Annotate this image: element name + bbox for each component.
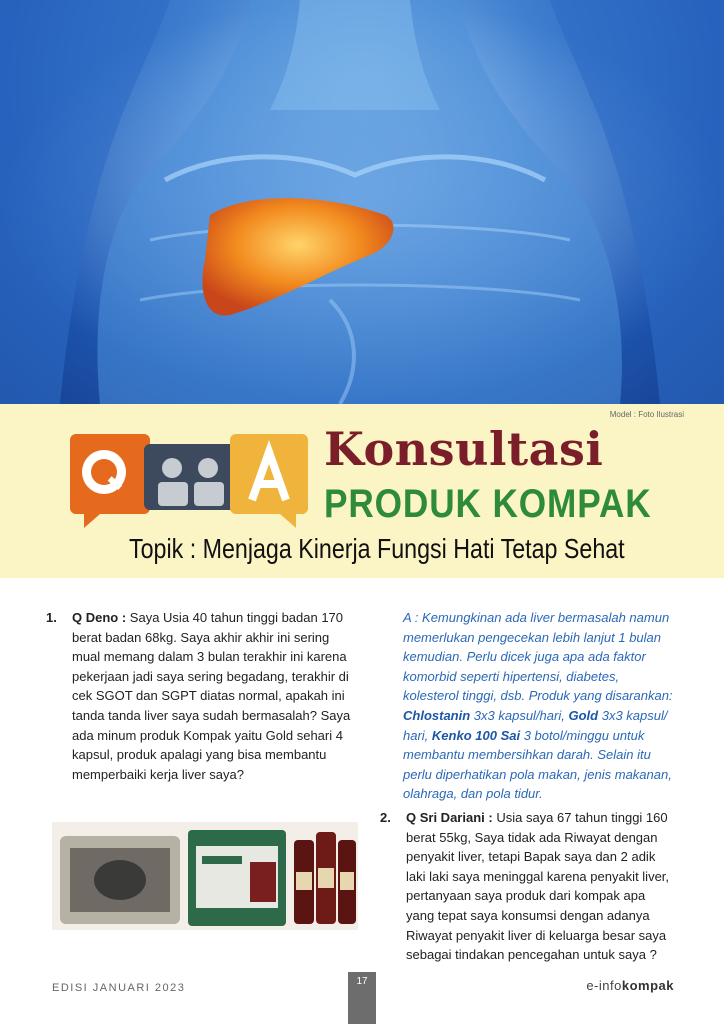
product-name-chlostanin: Chlostanin — [403, 707, 471, 723]
qa-logo — [70, 428, 308, 528]
product-name-gold: Gold — [568, 707, 599, 723]
question-text: Usia saya 67 tahun tinggi 160 berat 55kg, Saya tidak ada Riwayat dengan penyakit liver, tetapi Bapak saya dan 2 adik laki laki saya meninggal karena penyakit liver, pertanyaan saya produk dari kompak apa yang tepat saya konsumsi dengan adanya Riwayat penyakit liver di keluarga besar saya sebagai tindakan pencegahan untuk saya ? — [406, 810, 670, 963]
edition-label: EDISI JANUARI 2023 — [52, 982, 186, 994]
question-1 — [46, 608, 356, 784]
product-dose: 3x3 kapsul/ hari, — [403, 707, 668, 743]
product-photo — [52, 822, 358, 930]
product-name-kenko: Kenko 100 Sai — [431, 727, 521, 743]
brand-prefix: e-info — [586, 978, 622, 993]
hero-image — [0, 0, 724, 404]
page-title: Konsultasi — [324, 422, 604, 476]
question-asker: Q Deno : — [72, 610, 127, 625]
topic-heading: Topik : Menjaga Kinerja Fungsi Hati Tetap Sehat — [129, 533, 625, 564]
question-asker: Q Sri Dariani : — [406, 810, 493, 825]
page-number: 17 — [356, 976, 368, 987]
answer-1 — [403, 608, 673, 804]
body-liver-illustration — [0, 0, 724, 404]
page-subtitle: PRODUK KOMPAK — [324, 482, 652, 526]
photo-caption: Model : Foto Ilustrasi — [609, 410, 684, 419]
brand-suffix: kompak — [621, 978, 674, 993]
question-2 — [380, 808, 676, 965]
question-text: Saya Usia 40 tahun tinggi badan 170 berat badan 68kg. Saya akhir akhir ini sering mual memang dalam 3 bulan terakhir ini karena pekerjaan jadi saya sering begadang, terakhir di cek SGOT dan SGPT diatas normal, apakah ini tanda tanda liver saya sudah bermasalah? Saya ada minum produk Kompak yaitu Gold sehari 4 kapsul, produk apalagi yang bisa membantu memperbaiki kerja liver saya? — [72, 610, 351, 782]
question-number: 2. — [380, 810, 391, 825]
product-dose: 3 botol/minggu untuk membantu membersihkan darah. Selain itu perlu diperhatikan pola makan, jenis makanan, olahraga, dan pola tidur. — [403, 727, 672, 802]
product-dose: 3x3 kapsul/hari, — [473, 707, 565, 723]
brand-label — [586, 978, 674, 993]
answer-intro: A : Kemungkinan ada liver bermasalah namun memerlukan pengecekan lebih lanjut 1 bulan kemudian. Perlu dicek juga apa ada faktor komorbid seperti hipertensi, diabetes, kolesterol tinggi, dsb. Produk yang disarankan: — [403, 610, 673, 704]
question-number: 1. — [46, 610, 57, 625]
